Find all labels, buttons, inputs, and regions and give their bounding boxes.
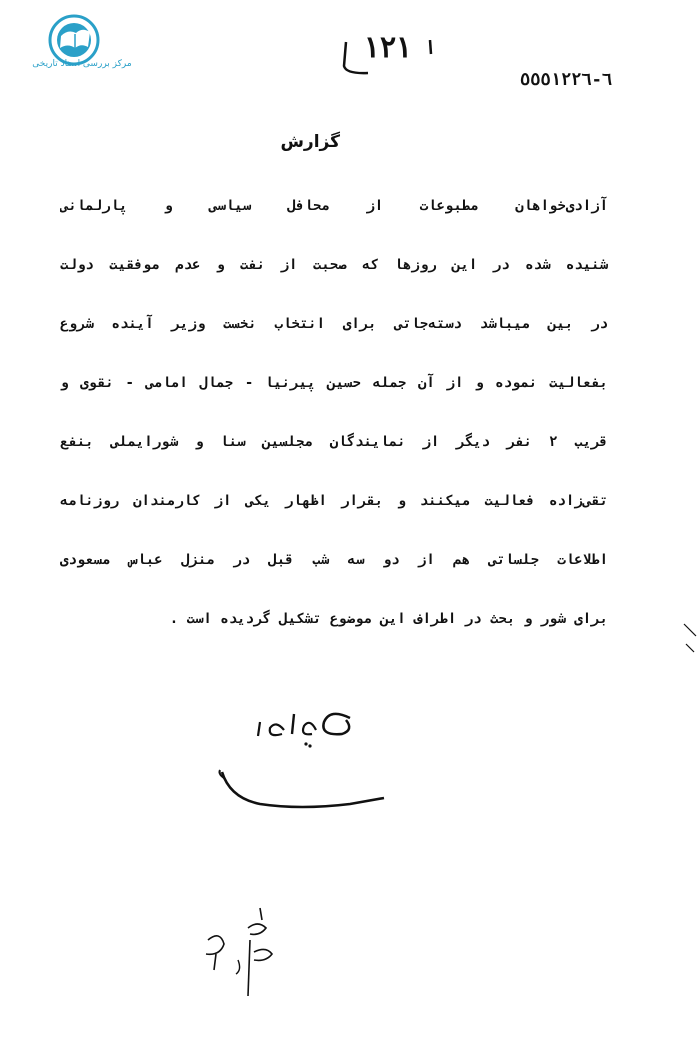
report-line: شنیده شده در این روزها که صحبت از نفت و عدم موفقیت دولت: [60, 257, 608, 273]
report-title: گزارش: [280, 132, 340, 152]
archive-logo-caption: مرکز بررسی اسناد تاریخی: [32, 59, 132, 69]
handwritten-signature: [200, 700, 390, 830]
report-line: بفعالیت نموده و از آن جمله حسین پیرنیا - جمال امامی - نقوی و: [60, 375, 608, 391]
report-line: در بین میباشد دسته‌جاتی برای انتخاب نخست وزیر آینده شروع: [60, 316, 608, 332]
document-reference-number: ٦-٥٥٥١٢٢٦: [520, 70, 613, 90]
report-line: تقی‌زاده فعالیت میکنند و بقرار اظهار یکی از کارمندان روزنامه: [60, 493, 608, 509]
handwritten-annotation: [190, 900, 300, 1010]
page-number: ١٢١: [363, 30, 413, 65]
report-body: [60, 188, 608, 660]
margin-mark: [680, 620, 700, 660]
report-line: قریب ۲ نفر دیگر از نمایندگان مجلسین سنا و شورایملی بنفع: [60, 434, 608, 450]
report-line: اطلاعات جلساتی هم از دو سه شب قبل در منزل عباس مسعودی: [60, 552, 608, 568]
report-line: آزادی‌خواهان مطبوعات از محافل سیاسی و پارلمانی: [60, 198, 608, 214]
report-line: برای شور و بحث در اطراف این موضوع تشکیل گردیده است .: [169, 611, 608, 627]
